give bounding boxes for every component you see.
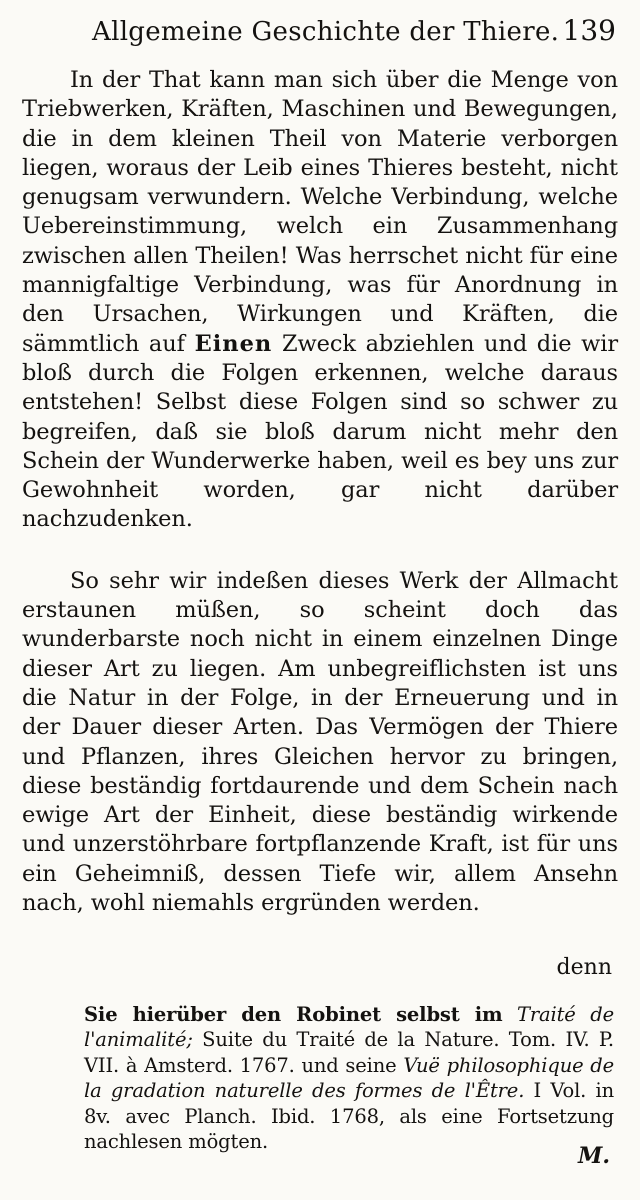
- page-header: [92, 14, 616, 54]
- footnote: [84, 1002, 614, 1154]
- footnote-signature: M.: [577, 1143, 610, 1169]
- paragraph-1-text-b: Zweck abziehlen und die wir bloß durch die Folgen erkennen, welche daraus entstehen! Selbst diese Folgen sind so schwer zu begreifen, daß sie bloß darum nicht mehr den Schein der Wunderwerke haben, weil es bey uns zur Gewohnheit worden, gar nicht darüber nachzudenken.: [22, 330, 619, 533]
- paragraph-1-text-a: In der That kann man sich über die Menge von Triebwerken, Kräften, Maschinen und Bewegungen, die in dem kleinen Theil von Materie verborgen liegen, woraus der Leib eines Thieres besteht, nicht genugsam verwundern. Welche Verbindung, welche Uebereinstimmung, welch ein Zusammenhang zwischen allen Theilen! Was herrschet nicht für eine mannigfaltige Verbindung, was für Anordnung in den Ursachen, Wirkungen und Kräften, die sämmtlich auf: [22, 67, 618, 357]
- paragraph-1: [22, 66, 618, 535]
- catchword: denn: [556, 955, 612, 980]
- footnote-part-4: Vuë philosophique de la gradation naturelle des formes de l'Être.: [84, 1053, 614, 1103]
- main-text: [22, 66, 618, 918]
- page-number: 139: [562, 14, 616, 47]
- footnote-part-3: Suite du Traité de la Nature. Tom. IV. P. VII. à Amsterd. 1767. und seine: [84, 1028, 614, 1077]
- paragraph-2: So sehr wir indeßen dieses Werk der Allmacht erstaunen müßen, so scheint doch das wunderbarste noch nicht in einem einzelnen Dinge dieser Art zu liegen. Am unbegreiflichsten ist uns die Natur in der Folge, in der Erneuerung und in der Dauer dieser Arten. Das Vermögen der Thiere und Pflanzen, ihres Gleichen hervor zu bringen, diese beständig fortdaurende und dem Schein nach ewige Art der Einheit, diese beständig wirkende und unzerstöhrbare fortpflanzende Kraft, ist für uns ein Geheimniß, dessen Tiefe wir, allem Ansehn nach, wohl niemahls ergründen werden.: [22, 567, 618, 917]
- footnote-part-5: I Vol. in 8v. avec Planch. Ibid. 1768, als eine Fortsetzung nachlesen mögten.: [84, 1079, 614, 1154]
- running-title: Allgemeine Geschichte der Thiere.: [92, 17, 560, 47]
- paragraph-1-emphasis: Einen: [194, 330, 273, 357]
- footnote-part-2: Traité de l'animalité;: [84, 1003, 614, 1052]
- footnote-part-1: Sie hierüber den Robinet selbst im: [84, 1003, 503, 1026]
